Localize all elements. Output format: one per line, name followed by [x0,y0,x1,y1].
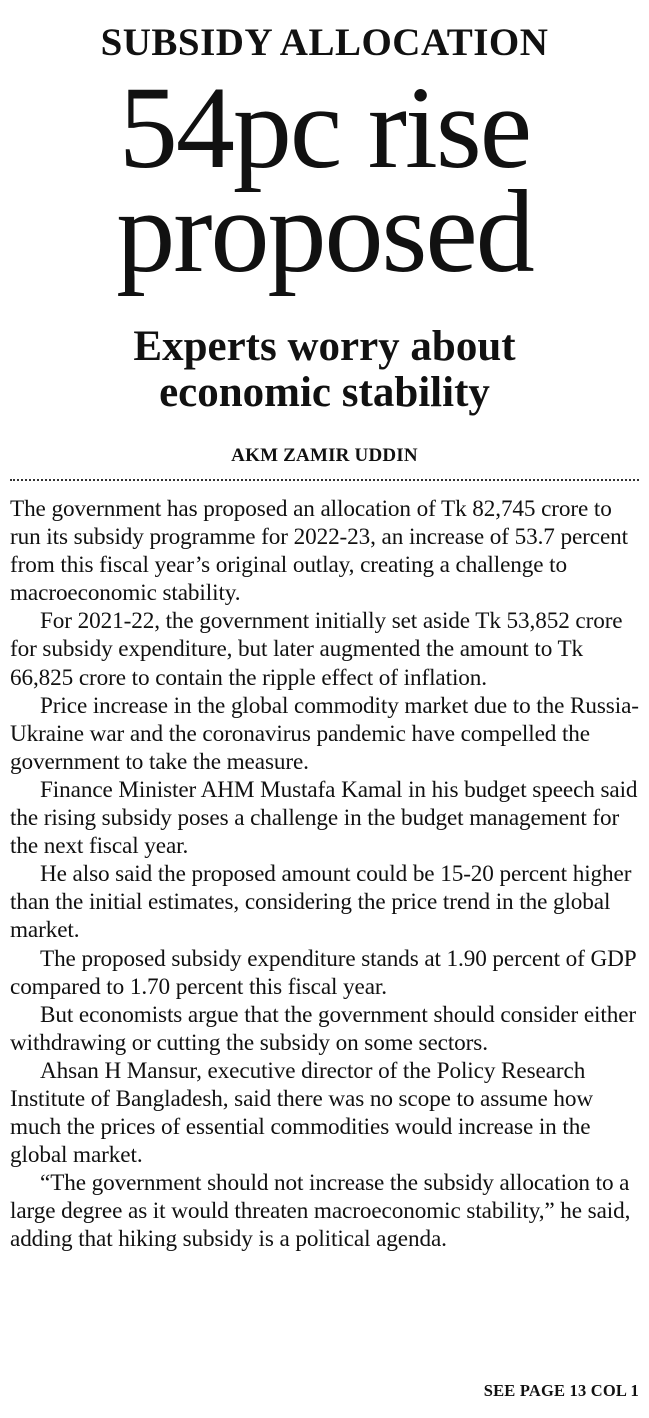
paragraph: Finance Minister AHM Mustafa Kamal in his budget speech said the rising subsidy poses a challenge in the budget management for the next fiscal year. [10,776,638,860]
headline [0,62,649,297]
paragraph: For 2021-22, the government initially set aside Tk 53,852 crore for subsidy expenditure, but later augmented the amount to Tk 66,825 crore to contain the ripple effect of inflation. [10,608,623,691]
headline-line-2: proposed [116,166,533,297]
paragraph: But economists argue that the government should consider either withdrawing or cutting the subsidy on some sectors. [10,1001,637,1056]
paragraph: “The government should not increase the subsidy allocation to a large degree as it would threaten macroeconomic stability,” he said, adding that hiking subsidy is a political agenda. [10,1170,631,1253]
paragraph: Ahsan H Mansur, executive director of the Policy Research Institute of Bangladesh, said there was no scope to assume how much the prices of essential commodities would increase in the global market. [10,1057,594,1169]
kicker: SUBSIDY ALLOCATION [100,21,549,64]
byline: AKM ZAMIR UDDIN [231,445,418,466]
article-body [10,495,639,1254]
paragraph: He also said the proposed amount could be 15-20 percent higher than the initial estimates, considering the price trend in the global market. [10,861,632,944]
headline-line-1: 54pc rise [118,62,531,193]
subheadline-line-1: Experts worry about [133,323,516,370]
paragraph: The proposed subsidy expenditure stands at 1.90 percent of GDP compared to 1.70 percent this fiscal year. [10,945,636,1000]
subheadline [0,324,649,416]
continuation-link[interactable]: SEE PAGE 13 COL 1 [483,1381,639,1400]
paragraph: Price increase in the global commodity market due to the Russia-Ukraine war and the coronavirus pandemic have compelled the government to take the measure. [10,692,639,775]
subheadline-line-2: economic stability [159,369,490,416]
paragraph: The government has proposed an allocation of Tk 82,745 crore to run its subsidy programme for 2022-23, an increase of 53.7 percent from this fiscal year’s original outlay, creating a challenge to macroeconomic stability. [10,496,629,607]
dotted-divider [10,479,639,481]
